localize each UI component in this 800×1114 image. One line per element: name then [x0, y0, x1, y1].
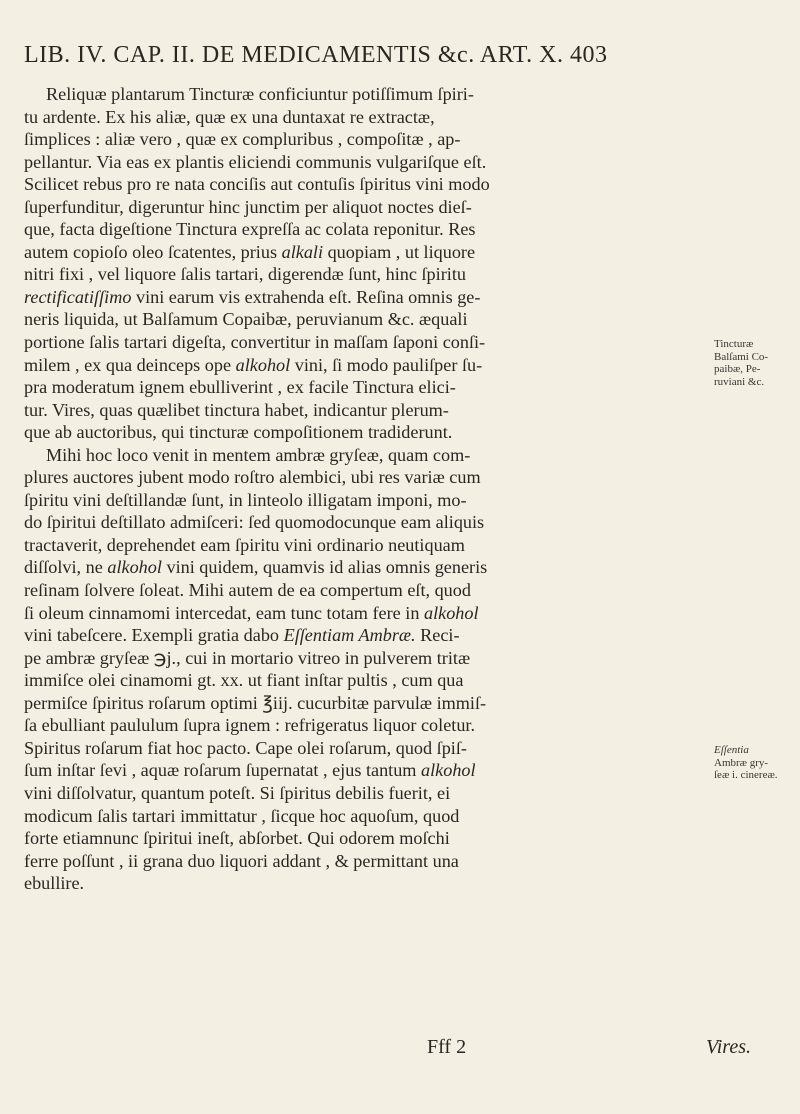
italic-term: alkohol — [423, 602, 479, 623]
text-line: pra moderatum ignem ebulliverint , ex facile Tinctura elici- — [24, 377, 456, 398]
text-line: portione ſalis tartari digeſta, convertitur in maſſam ſaponi conſi- — [24, 332, 486, 353]
text-line: ſi oleum cinnamomi intercedat, eam tunc totam fere in alkohol — [24, 602, 479, 623]
text-line: forte etiamnunc ſpiritui ineſt, abſorbet. Qui odorem moſchi — [24, 828, 450, 849]
text-line: ſpiritu vini deſtillandæ ſunt, in linteolo illigatam imponi, mo- — [24, 489, 467, 510]
italic-term: alkohol — [421, 760, 476, 781]
text-line: rectificatiſſimo vini earum vis extrahenda eſt. Reſina omnis ge- — [24, 286, 481, 307]
text-line: modicum ſalis tartari immittatur , ſicque hoc aquoſum, quod — [24, 805, 460, 826]
text-line: vini diſſolvatur, quantum poteſt. Si ſpiritus debilis fuerit, ei — [24, 782, 451, 803]
text-line: ebullire. — [24, 873, 85, 894]
italic-term: rectificatiſſimo — [24, 286, 132, 307]
text-line: immiſce olei cinamomi gt. xx. ut fiant inſtar pultis , cum qua — [24, 670, 464, 691]
text-line: Mihi hoc loco venit in mentem ambræ gryſeæ, quam com- — [46, 444, 471, 465]
text-line: plures auctores jubent modo roſtro alembici, ubi res variæ cum — [24, 467, 481, 488]
text-line: tractaverit, deprehendet eam ſpiritu vini ordinario neutiquam — [24, 534, 465, 555]
text-line: tur. Vires, quas quælibet tinctura habet, indicantur plerum- — [24, 399, 449, 420]
catchword: Vires. — [706, 1036, 751, 1058]
margin-note-tincturae — [714, 338, 800, 388]
italic-term: alkali — [281, 241, 324, 262]
margin-note-line: paibæ, Pe- — [714, 363, 761, 375]
text-line: tu ardente. Ex his aliæ, quæ ex una duntaxat re extractæ, — [24, 106, 435, 127]
text-line: ſa ebulliant paululum ſupra ignem : refrigeratus liquor coletur. — [24, 715, 476, 736]
text-line: do ſpiritui deſtillato admiſceri: ſed quomodocunque eam aliquis — [24, 512, 485, 533]
margin-note-line: Ambræ gry- — [714, 756, 769, 769]
text-line: permiſce ſpiritus roſarum optimi ℥iij. cucurbitæ parvulæ immiſ- — [24, 692, 487, 713]
text-line: diſſolvi, ne alkohol vini quidem, quamvis id alias omnis generis — [24, 557, 488, 578]
text-line: Reliquæ plantarum Tincturæ conficiuntur potiſſimum ſpiri- — [46, 84, 474, 104]
running-head: LIB. IV. CAP. II. DE MEDICAMENTIS &c. ART. X. 403 — [24, 42, 608, 68]
italic-term: Eſſentiam Ambræ. — [283, 625, 416, 646]
text-line: autem copioſo oleo ſcatentes, prius alkali quopiam , ut liquore — [24, 241, 476, 262]
margin-note-line: Balſami Co- — [714, 350, 769, 363]
margin-note-line: ruviani &c. — [714, 375, 765, 388]
text-line: pellantur. Via eas ex plantis eliciendi communis vulgariſque eſt. — [24, 151, 487, 172]
italic-term: alkohol — [107, 557, 162, 578]
text-line: vini tabeſcere. Exempli gratia dabo Eſſentiam Ambræ. Reci- — [24, 625, 460, 646]
text-line: Spiritus roſarum fiat hoc pacto. Cape olei roſarum, quod ſpiſ- — [24, 737, 467, 758]
text-line: reſinam ſolvere ſoleat. Mihi autem de ea compertum eſt, quod — [24, 580, 471, 601]
body-text — [24, 83, 704, 895]
text-line: milem , ex qua deinceps ope alkohol vini, ſi modo pauliſper ſu- — [24, 354, 483, 375]
italic-term: alkohol — [235, 354, 291, 375]
margin-note-line: Tincturæ — [714, 338, 754, 350]
margin-note-line: ſeæ i. cinereæ. — [714, 769, 778, 781]
text-line: que, facta digeſtione Tinctura expreſſa ac colata reponitur. Res — [24, 219, 476, 240]
text-line: ſimplices : aliæ vero , quæ ex compluribus , compoſitæ , ap- — [24, 129, 461, 150]
text-line: pe ambræ gryſeæ ℈j., cui in mortario vitreo in pulverem tritæ — [24, 647, 471, 668]
text-line: ſum inſtar ſevi , aquæ roſarum ſupernatat , ejus tantum alkohol — [24, 760, 476, 781]
text-line: neris liquida, ut Balſamum Copaibæ, peruvianum &c. æquali — [24, 309, 468, 330]
text-line: que ab auctoribus, qui tincturæ compoſitionem tradiderunt. — [24, 422, 453, 443]
text-line: ferre poſſunt , ii grana duo liquori addant , & permittant una — [24, 850, 459, 871]
text-line: Scilicet rebus pro re nata conciſis aut contuſis ſpiritus vini modo — [24, 174, 490, 195]
signature-mark: Fff 2 — [427, 1036, 467, 1058]
margin-note-essentia-ambrae — [714, 744, 800, 782]
text-line: ſuperfunditur, digeruntur hinc junctim per aliquot noctes dieſ- — [24, 196, 472, 217]
margin-note-line: Eſſentia — [714, 744, 749, 756]
text-line: nitri fixi , vel liquore ſalis tartari, digerendæ ſunt, hinc ſpiritu — [24, 264, 466, 285]
